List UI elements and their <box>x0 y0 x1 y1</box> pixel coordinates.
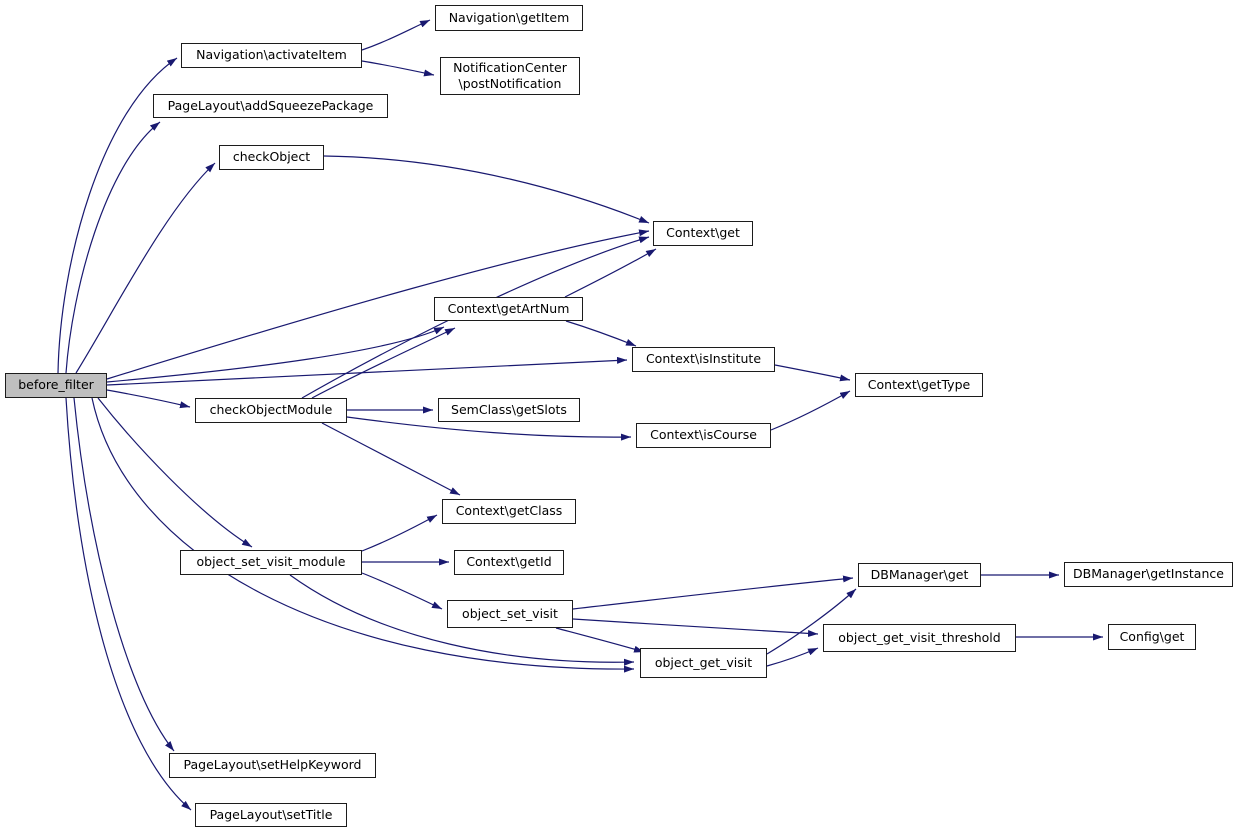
edge-checkObject-to-ctx_get <box>324 156 649 223</box>
node-ctx_getArtNum[interactable] <box>434 297 583 321</box>
node-label: Context\isInstitute <box>645 351 762 367</box>
node-label: before_filter <box>18 377 94 393</box>
node-label: PageLayout\addSqueezePackage <box>167 97 374 113</box>
edge-object_set_visit_module-to-object_set_visit <box>362 573 442 609</box>
node-pl_addSqueezePackage[interactable] <box>153 94 388 118</box>
node-label: Context\getArtNum <box>447 300 570 316</box>
edge-object_set_visit-to-ogv_threshold <box>573 619 818 634</box>
node-ctx_get[interactable] <box>653 221 753 246</box>
node-object_set_visit[interactable] <box>447 600 573 628</box>
node-label: Context\isCourse <box>650 427 757 443</box>
node-label: DBManager\getInstance <box>1073 566 1224 582</box>
edge-object_set_visit-to-dbm_get <box>573 578 853 609</box>
edge-before_filter-to-ctx_getArtNum <box>107 327 444 382</box>
node-ogv_threshold[interactable] <box>823 624 1016 652</box>
edge-object_get_visit-to-ogv_threshold <box>767 648 818 666</box>
node-label: Context\getType <box>867 376 971 392</box>
node-label: checkObjectModule <box>209 402 333 418</box>
edge-ctx_getArtNum-to-ctx_get <box>565 249 656 297</box>
node-label: checkObject <box>232 149 311 165</box>
node-object_get_visit[interactable] <box>640 648 767 678</box>
edge-checkObjectModule-to-ctx_getArtNum <box>312 328 455 398</box>
node-before_filter[interactable] <box>5 373 107 398</box>
node-ctx_isInstitute[interactable] <box>632 347 775 372</box>
node-ctx_getClass[interactable] <box>442 499 576 524</box>
node-ctx_isCourse[interactable] <box>636 423 771 448</box>
node-label: object_get_visit_threshold <box>838 629 1001 645</box>
edge-object_set_visit_module-to-ctx_getClass <box>362 515 437 551</box>
node-label: object_set_visit_module <box>196 554 346 570</box>
node-label: PageLayout\setTitle <box>209 806 333 822</box>
node-label: object_set_visit <box>462 605 558 621</box>
edge-nav_activateItem-to-nav_getItem <box>362 20 430 50</box>
node-label: Navigation\getItem <box>448 9 570 25</box>
node-label: PageLayout\setHelpKeyword <box>183 757 362 773</box>
node-config_get[interactable] <box>1108 624 1196 650</box>
node-label: NotificationCenter <box>453 59 567 75</box>
edge-object_set_visit-to-object_get_visit <box>556 628 644 652</box>
node-label: \postNotification <box>458 76 562 91</box>
edge-ctx_isCourse-to-ctx_getType <box>771 391 850 430</box>
edge-before_filter-to-checkObject <box>76 163 215 373</box>
node-label: SemClass\getSlots <box>451 401 567 417</box>
node-pl_setHelpKeyword[interactable] <box>169 753 376 778</box>
node-label: Context\getClass <box>455 503 563 519</box>
node-dbm_get[interactable] <box>858 563 981 587</box>
node-sem_getSlots[interactable] <box>438 398 580 422</box>
node-notif_postNotification[interactable] <box>440 57 580 95</box>
edge-before_filter-to-pl_setHelpKeyword <box>74 398 174 751</box>
node-label: Navigation\activateItem <box>196 47 347 63</box>
edge-before_filter-to-ctx_isInstitute <box>107 360 627 385</box>
node-label: Context\getId <box>466 554 552 570</box>
node-dbm_getInstance[interactable] <box>1064 562 1233 587</box>
edge-nav_activateItem-to-notif_postNotification <box>362 61 434 75</box>
edge-ctx_getArtNum-to-ctx_isInstitute <box>566 321 636 346</box>
node-checkObject[interactable] <box>219 145 324 170</box>
node-label: Context\get <box>666 225 740 241</box>
node-label: Config\get <box>1119 628 1185 644</box>
edge-before_filter-to-checkObjectModule <box>107 390 190 407</box>
node-label: DBManager\get <box>870 566 969 582</box>
node-pl_setTitle[interactable] <box>195 803 347 827</box>
node-label: object_get_visit <box>654 654 753 670</box>
edge-before_filter-to-object_get_visit <box>92 398 634 669</box>
node-checkObjectModule[interactable] <box>195 398 347 423</box>
node-nav_getItem[interactable] <box>435 5 583 31</box>
edge-before_filter-to-pl_addSqueezePackage <box>66 122 160 373</box>
node-nav_activateItem[interactable] <box>181 43 362 68</box>
node-ctx_getType[interactable] <box>855 373 983 397</box>
node-ctx_getId[interactable] <box>454 550 564 575</box>
edge-ctx_isInstitute-to-ctx_getType <box>775 365 850 380</box>
node-object_set_visit_module[interactable] <box>180 550 362 575</box>
edge-checkObjectModule-to-ctx_getClass <box>322 423 460 495</box>
